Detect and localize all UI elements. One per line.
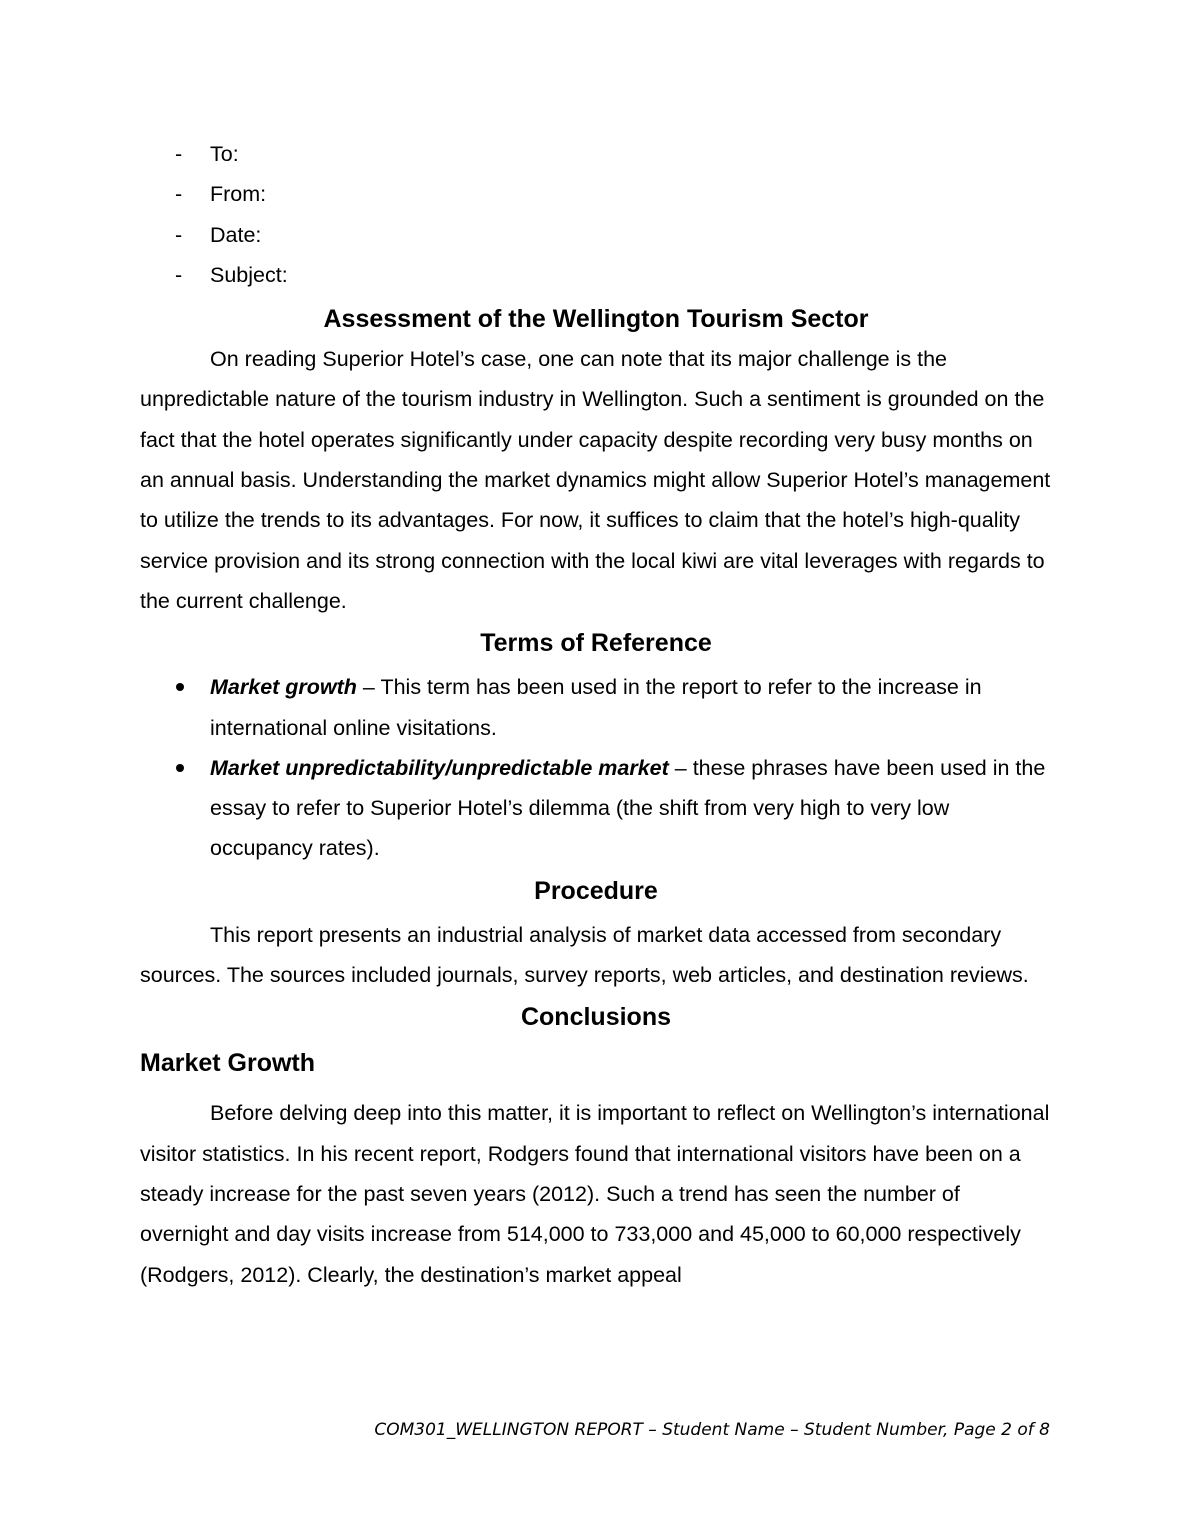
list-dash: - (175, 222, 183, 247)
list-dash: - (175, 182, 183, 207)
bullet-icon (176, 683, 184, 691)
bullet-icon (176, 764, 184, 772)
memo-field-from (140, 174, 1052, 214)
terms-list (140, 667, 1052, 868)
memo-field-label: To: (210, 142, 239, 166)
list-item (140, 748, 1052, 869)
memo-field-label: Date: (210, 222, 262, 247)
list-dash: - (175, 142, 183, 166)
term-definition: – This term has been used in the report to refer to the increase in international online visitations. (210, 675, 982, 740)
procedure-paragraph: This report presents an industrial analysis of market data accessed from secondary sources. The sources included journals, survey reports, web articles, and destination reviews. (140, 922, 1029, 988)
term-definition: – these phrases have been used in the essay to refer to Superior Hotel’s dilemma (the shift from very high to very low occupancy rates). (210, 755, 1046, 861)
procedure-heading: Procedure (534, 876, 658, 905)
memo-header-list (140, 134, 1052, 295)
page-content (140, 134, 1052, 1295)
assessment-heading: Assessment of the Wellington Tourism Sector (323, 305, 869, 334)
market-growth-subheading: Market Growth (140, 1049, 316, 1078)
memo-field-date (140, 215, 1052, 255)
conclusions-heading: Conclusions (520, 1003, 671, 1032)
list-dash: - (175, 262, 183, 287)
memo-field-label: Subject: (210, 262, 288, 287)
term-name: Market unpredictability/unpredictable market (210, 755, 669, 780)
page-footer: COM301_WELLINGTON REPORT – Student Name – Student Number, Page 2 of 8 (374, 1420, 1050, 1440)
term-name: Market growth (210, 675, 357, 700)
assessment-paragraph: On reading Superior Hotel’s case, one can note that its major challenge is the unpredictable nature of the tourism industry in Wellington. Such a sentiment is grounded on the fact that the hotel operates significantly under capacity despite recording very busy months on an annual basis. Understanding the market dynamics might allow Superior Hotel’s management to utilize the trends to its advantages. For now, it suffices to claim that the hotel’s high-quality service provision and its strong connection with the local kiwi are vital leverages with regards to the current challenge. (140, 347, 1051, 613)
conclusions-paragraph: Before delving deep into this matter, it is important to reflect on Wellington’s international visitor statistics. In his recent report, Rodgers found that international visitors have been on a steady increase for the past seven years (2012). Such a trend has seen the number of overnight and day visits increase from 514,000 to 733,000 and 45,000 to 60,000 respectively (Rodgers, 2012). Clearly, the destination’s market appeal (140, 1101, 1050, 1287)
memo-field-to (140, 134, 1052, 174)
memo-field-subject (140, 255, 1052, 295)
terms-heading: Terms of Reference (480, 629, 712, 658)
memo-field-label: From: (210, 182, 267, 207)
list-item (140, 667, 1052, 748)
